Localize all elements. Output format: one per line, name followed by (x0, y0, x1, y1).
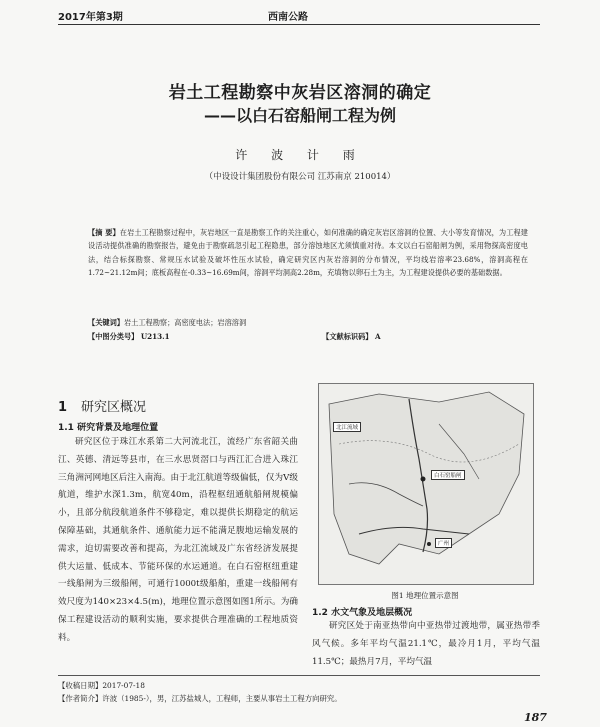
section-heading (58, 396, 146, 415)
section-number: 1 (58, 400, 68, 415)
doc-value: A (374, 332, 381, 341)
abstract-text: 在岩土工程勘察过程中，灰岩地区一直是勘察工作的关注重心，如何准确的确定灰岩区溶洞的位置、大小等发育情况，为工程建设活动提供准确的勘察报告，避免由于勘察疏忽引起工程隐患，部分溶蚀地区尤须慎重对待。本文以白石窑船闸为例，采用物探高密度电法，结合标探勘察、常规压水试验及破坏性压水试验，确定研究区内灰岩溶洞的分布情况，平均线岩溶率23.68%，溶洞高程在1.72~21.12m间；底板高程在-0.33~16.69m间，溶洞平均洞高2.28m，充填物以卵石土为主，为工程建设提供必要的基础数据。 (88, 228, 528, 277)
abstract-label: 【摘 要】 (88, 228, 120, 237)
body-paragraph: 研究区位于珠江水系第二大河流北江，流经广东省韶关曲江、英德、清远等县市，在三水思贤滘口与西江汇合进入珠江三角洲河网地区后注入南海。由于北江航道等级偏低，仅为Ⅴ级航道，维护水深1.3m，航宽40m，沿程枢纽通航船闸规模偏小，且部分航段航道条件不够稳定，难以提供长期稳定的航运保障基础，其通航条件、通航能力远不能满足腹地运输发展的需求，迫切需要改善和提高，为北江流域及广东省经济发展提供大运量、低成本、节能环保的水运通道。在白石窑枢纽重建一线船闸为三级船闸，可通行1000t级船舶，重建一线船闸有效尺度为140×23×4.5(m)，地理位置示意图如图1所示。为确保工程建设活动的顺利实施，要求提供合理准确的工程地质资料。 (58, 437, 298, 643)
keywords-text: 岩土工程勘察；高密度电法；岩溶溶洞 (123, 318, 247, 327)
city-marker (427, 542, 431, 546)
clc-value: U213.1 (140, 332, 170, 341)
authors: 许 波 计 雨 (235, 148, 365, 162)
map-label-basin: 北江流域 (333, 422, 361, 432)
keywords-label: 【关键词】 (88, 318, 124, 327)
subsection-heading-1-1: 1.1 研究背景及地理位置 (58, 423, 159, 433)
received-date: 【收稿日期】2017-07-18 (58, 681, 145, 690)
classification (88, 332, 528, 342)
page-number: 187 (524, 711, 547, 724)
issue-header: 2017年第3期 (58, 12, 123, 23)
journal-header: 西南公路 (268, 12, 308, 23)
figure-caption: 图1 地理位置示意图 (391, 591, 459, 600)
header-rule (58, 24, 540, 25)
author-bio: 【作者简介】许波（1985-），男，江苏盐城人，工程师，主要从事岩土工程方向研究。 (58, 694, 342, 703)
keywords (88, 318, 528, 328)
map-graphic (319, 384, 533, 584)
map-label-lock: 白石窑船闸 (431, 470, 465, 480)
location-map-figure (318, 383, 534, 585)
doc-label: 【文献标识码】 (322, 332, 373, 341)
dam-site-marker (421, 477, 426, 482)
clc-label: 【中图分类号】 (88, 332, 139, 341)
body-paragraph-2: 研究区处于南亚热带向中亚热带过渡地带，属亚热带季风气候。多年平均气温21.1℃，最冷月1月，平均气温11.5℃；最热月7月，平均气温 (312, 621, 540, 667)
map-label-city: 广州 (435, 538, 452, 548)
paper-subtitle: ——以白石窑船闸工程为例 (203, 106, 396, 125)
affiliation: （中设设计集团股份有限公司 江苏南京 210014） (204, 172, 396, 182)
paper-title: 岩土工程勘察中灰岩区溶洞的确定 (168, 83, 432, 103)
footnote-rule (58, 675, 540, 676)
abstract (88, 226, 528, 279)
subsection-heading-1-2: 1.2 水文气象及地层概况 (312, 608, 413, 618)
section-title: 研究区概况 (81, 400, 147, 415)
